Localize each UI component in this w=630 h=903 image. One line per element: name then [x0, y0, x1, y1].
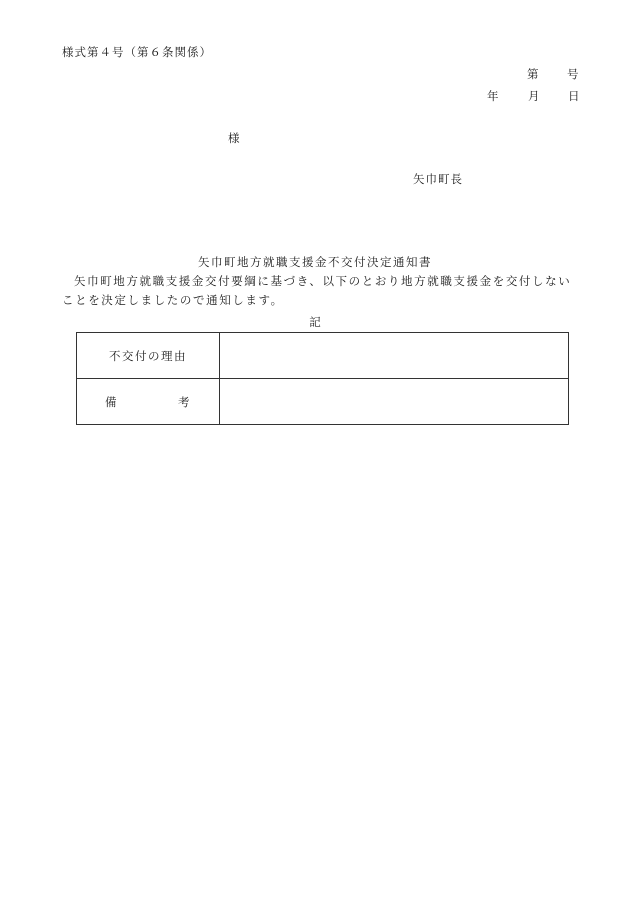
document-title: 矢巾町地方就職支援金不交付決定通知書 [198, 255, 432, 269]
table-row-remarks [77, 379, 569, 425]
reason-value-cell [220, 333, 569, 379]
remarks-value-cell [220, 379, 569, 425]
document-number-suffix: 号 [567, 67, 579, 81]
reason-label-cell [77, 333, 220, 379]
remarks-label: 備 考 [105, 394, 191, 409]
details-table [76, 332, 569, 425]
remarks-label-cell [77, 379, 220, 425]
recipient-honorific: 様 [228, 131, 240, 145]
date-month-label: 月 [528, 89, 540, 103]
sender-name: 矢巾町長 [413, 172, 463, 186]
date-year-label: 年 [487, 89, 499, 103]
reason-label: 不交付の理由 [109, 348, 187, 363]
document-number-prefix: 第 [527, 67, 539, 81]
date-day-label: 日 [568, 89, 580, 103]
document-body: 矢巾町地方就職支援金交付要綱に基づき、以下のとおり地方就職支援金を交付しないことを決定しましたので通知します。 [62, 274, 572, 307]
table-row-reason [77, 333, 569, 379]
ki-heading: 記 [309, 315, 321, 329]
form-number-label: 様式第４号（第６条関係） [62, 45, 212, 59]
